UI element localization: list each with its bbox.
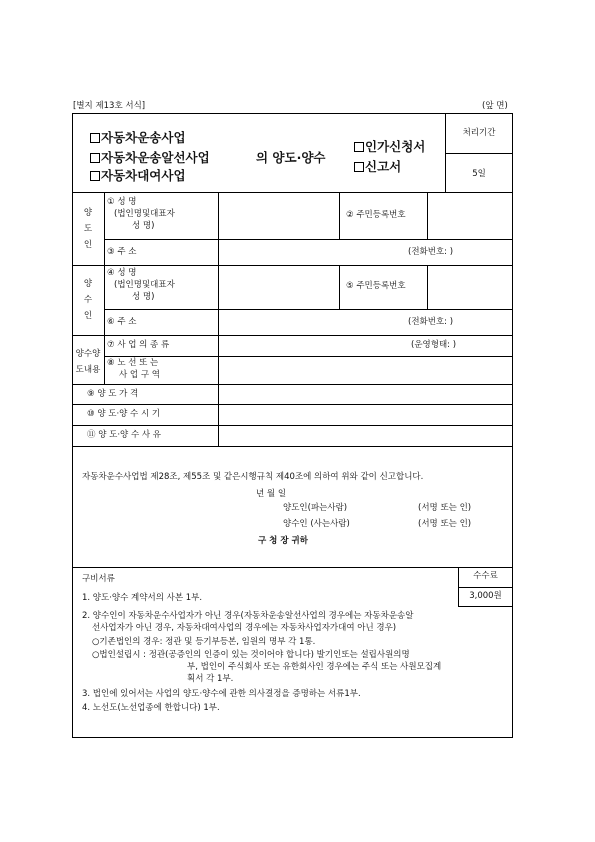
- divider: [339, 265, 340, 309]
- transferee-phone[interactable]: (전화번호: ): [408, 317, 454, 327]
- transferor-name-sub2: 성 명): [132, 221, 155, 231]
- route-label-line1: ⑧ 노 선 또 는: [107, 358, 159, 368]
- transferee-name-sub2: 성 명): [132, 292, 155, 302]
- processing-period-label: 처리기간: [462, 128, 496, 138]
- transferee-name-field[interactable]: [219, 266, 338, 308]
- divider: [72, 567, 513, 568]
- attachment-item: 획서 각 1부.: [187, 674, 234, 684]
- fee-label: 수수료: [473, 571, 498, 581]
- declaration-text: 자동차운수사업법 제28조, 제55조 및 같은시행규칙 제40조에 의하여 위와 같이 신고합니다.: [82, 472, 424, 482]
- business-type-label: ⑦ 사 업 의 종 류: [107, 340, 170, 350]
- transferor-sign[interactable]: (서명 또는 인): [418, 503, 472, 513]
- transferee-sign[interactable]: (서명 또는 인): [418, 519, 472, 529]
- transfer-date-field[interactable]: [219, 405, 512, 424]
- transferor-name-sub1: (법인명및대표자: [114, 209, 175, 219]
- doc-type-option-1[interactable]: 인가신청서: [354, 137, 425, 155]
- divider: [458, 587, 513, 588]
- divider: [104, 192, 105, 384]
- business-type-field[interactable]: [219, 336, 399, 355]
- route-field[interactable]: [219, 357, 512, 383]
- title-middle: 의 양도·양수: [256, 150, 326, 165]
- operation-form[interactable]: (운영형태: ): [411, 340, 457, 350]
- attachment-item: 3. 법인에 있어서는 사업의 양도·양수에 관한 의사결정을 증명하는 서류1부.: [82, 689, 361, 699]
- transferor-regno-field[interactable]: [428, 193, 512, 238]
- checkbox-icon[interactable]: [90, 171, 100, 181]
- declaration-date: 년 월 일: [256, 489, 287, 499]
- transferor-section-label: 양 도 인: [83, 208, 93, 250]
- addressee: 구 청 장 귀하: [258, 536, 308, 546]
- attachment-item: 부, 법인이 주식회사 또는 유한회사인 경우에는 주식 또는 사원모집계: [187, 662, 442, 672]
- transferor-address-label: ③ 주 소: [107, 247, 137, 257]
- transfer-reason-label: ⑪ 양 도·양 수 사 유: [87, 430, 161, 440]
- divider: [445, 113, 446, 192]
- transferee-name-sub1: (법인명및대표자: [114, 280, 175, 290]
- divider: [72, 446, 513, 447]
- doc-type-option-2[interactable]: 신고서: [354, 157, 401, 175]
- transferee-regno-field[interactable]: [428, 266, 512, 308]
- transferor-phone[interactable]: (전화번호: ): [408, 247, 454, 257]
- checkbox-icon[interactable]: [354, 162, 364, 172]
- divider: [458, 606, 513, 607]
- transferee-regno-label: ⑤ 주민등록번호: [346, 281, 406, 291]
- transferor-regno-label: ② 주민등록번호: [346, 210, 406, 220]
- checkbox-icon[interactable]: [90, 153, 100, 163]
- attachment-item: 2. 양수인이 자동차운수사업자가 아닌 경우(자동차운송알선사업의 경우에는 자동차운송알: [82, 611, 414, 621]
- transferee-address-field[interactable]: [219, 310, 399, 334]
- transfer-reason-field[interactable]: [219, 426, 512, 445]
- transfer-content-label: 양수양 도내용: [75, 349, 101, 375]
- attachment-item: 1. 양도·양수 계약서의 사본 1부.: [82, 593, 203, 603]
- attachment-item: ○법인설립시 : 정관(공증인의 인증이 있는 것이어야 합니다) 발기인또는 설립사원의명: [92, 650, 410, 660]
- business-type-option-1[interactable]: 자동차운송사업: [90, 128, 186, 146]
- business-type-option-2[interactable]: 자동차운송알선사업: [90, 148, 210, 166]
- transfer-date-label: ⑩ 양 도·양 수 시 기: [87, 409, 161, 419]
- fee-value: 3,000원: [469, 591, 502, 601]
- transferee-section-label: 양 수 인: [83, 279, 93, 321]
- transferor-address-field[interactable]: [219, 240, 399, 264]
- divider: [339, 192, 340, 239]
- price-field[interactable]: [219, 385, 512, 403]
- route-label-line2: 사 업 구 역: [119, 370, 160, 380]
- transferee-sign-label: 양수인 (사는사람): [283, 519, 350, 529]
- attachments-heading: 구비서류: [82, 574, 115, 584]
- divider: [445, 153, 513, 154]
- page-side-label: (앞 면): [482, 101, 508, 111]
- business-type-option-3[interactable]: 자동차대여사업: [90, 166, 186, 184]
- transferee-address-label: ⑥ 주 소: [107, 317, 137, 327]
- attachment-item: 4. 노선도(노선업종에 한합니다) 1부.: [82, 703, 220, 713]
- transferor-name-field[interactable]: [219, 193, 338, 238]
- transferor-sign-label: 양도인(파는사람): [283, 503, 348, 513]
- attachment-item: 선사업자가 아닌 경우, 자동차대여사업의 경우에는 자동차사업자가대여 아닌 경우): [92, 623, 397, 633]
- checkbox-icon[interactable]: [90, 133, 100, 143]
- form-number: [별지 제13호 서식]: [73, 101, 146, 111]
- price-label: ⑨ 양 도 가 격: [87, 389, 139, 399]
- checkbox-icon[interactable]: [354, 142, 364, 152]
- transferor-name-label: ① 성 명: [107, 197, 137, 207]
- processing-period-value: 5일: [472, 169, 486, 179]
- attachment-item: ○기존법인의 경우: 정관 및 등기부등본, 임원의 명부 각 1통.: [92, 637, 316, 647]
- transferee-name-label: ④ 성 명: [107, 268, 137, 278]
